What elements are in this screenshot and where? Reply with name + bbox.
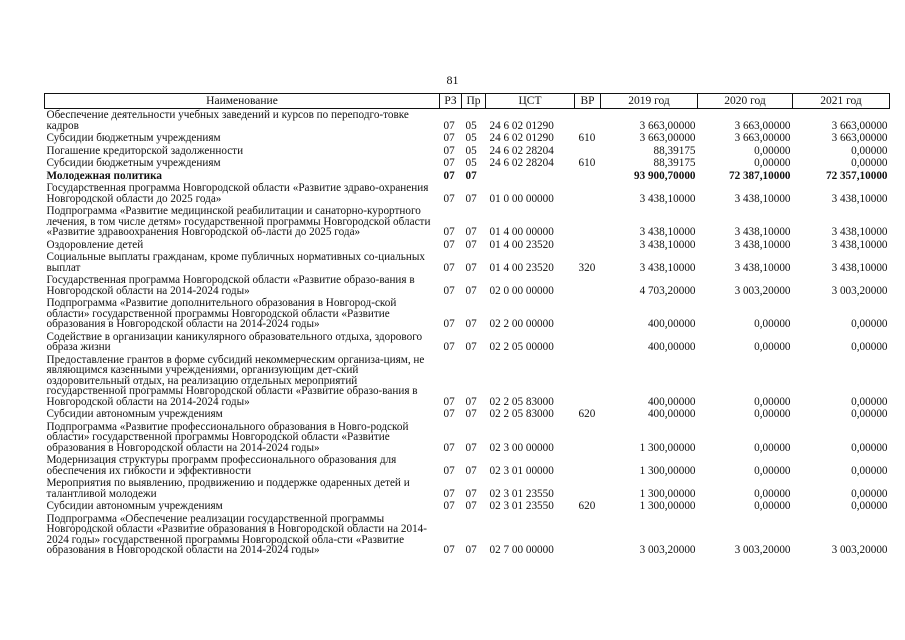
cell-2019: 400,00000	[647, 408, 696, 420]
cell-2020: 3 663,00000	[734, 132, 791, 144]
header-rz: РЗ	[440, 94, 462, 109]
cell-rz: 07	[443, 284, 455, 297]
cell-name: Содействие в организации каникулярного образовательного отдыха, здорового образа жизни	[46, 330, 423, 353]
cell-2019: 93 900,70000	[633, 169, 696, 182]
cell-2020: 0,00000	[754, 144, 791, 157]
cell-2019: 4 703,20000	[639, 284, 696, 297]
cell-pr: 07	[465, 284, 477, 297]
cell-rz: 07	[443, 500, 455, 512]
cell-cst: 01 4 00 00000	[489, 226, 554, 238]
cell-2020: 0,00000	[754, 441, 791, 454]
cell-pr: 05	[465, 132, 477, 144]
cell-name: Подпрограмма «Обеспечение реализации государственной программы Новгородской области «Развитие образования в Новгородской области на 2014-2024 годы» государственной программы Новгородской обла-сти «Развитие образования в Новгородской области на 2014-2024 годы»	[46, 512, 427, 556]
cell-rz: 07	[443, 119, 455, 132]
table-row	[45, 251, 890, 274]
cell-cst: 02 7 00 00000	[489, 544, 554, 556]
budget-table	[44, 93, 890, 557]
table-row	[45, 239, 890, 252]
cell-pr: 07	[465, 500, 477, 512]
cell-2019: 1 300,00000	[639, 487, 696, 500]
cell-2019: 88,39175	[653, 144, 696, 157]
cell-cst: 02 0 00 00000	[489, 284, 554, 297]
cell-2021: 3 003,20000	[831, 284, 888, 297]
cell-2021: 0,00000	[851, 441, 888, 454]
cell-rz: 07	[443, 238, 455, 251]
table-row	[45, 454, 890, 477]
cell-2021: 0,00000	[851, 408, 888, 420]
cell-2020: 3 003,20000	[734, 544, 791, 556]
cell-2020: 0,00000	[754, 395, 791, 408]
cell-2020: 3 438,10000	[734, 192, 791, 205]
cell-cst: 01 0 00 00000	[489, 192, 554, 205]
table-row	[45, 109, 890, 133]
cell-pr: 07	[465, 408, 477, 420]
cell-vr: 620	[578, 500, 596, 512]
cell-2021: 0,00000	[851, 500, 888, 512]
cell-2019: 3 438,10000	[639, 192, 696, 205]
cell-2020: 0,00000	[754, 318, 791, 330]
cell-pr: 07	[465, 441, 477, 454]
cell-2021: 3 663,00000	[831, 119, 888, 132]
cell-vr	[575, 109, 601, 133]
cell-pr: 07	[465, 169, 477, 182]
header-name: Наименование	[45, 94, 440, 109]
table-row	[45, 145, 890, 158]
cell-vr: 610	[578, 132, 596, 144]
cell-2021: 3 003,20000	[831, 544, 888, 556]
cell-name: Субсидии автономным учреждениям	[46, 408, 223, 420]
cell-vr	[575, 274, 601, 297]
table-row	[45, 205, 890, 239]
cell-pr: 07	[465, 487, 477, 500]
cell-2019: 400,00000	[647, 318, 696, 330]
cell-2020: 0,00000	[754, 487, 791, 500]
cell-2019: 400,00000	[647, 341, 696, 353]
cell-2021: 3 438,10000	[831, 261, 888, 274]
cell-name: Обеспечение деятельности учебных заведений и курсов по переподго-товке кадров	[46, 109, 409, 132]
cell-cst: 24 6 02 01290	[489, 119, 554, 132]
cell-2021: 3 663,00000	[831, 132, 888, 144]
cell-cst: 02 3 01 23550	[489, 487, 554, 500]
header-2021: 2021 год	[793, 94, 890, 109]
cell-name: Подпрограмма «Развитие профессионального образования в Новго-родской области» государственной программы Новгородской области «Развитие образования в Новгородской области на 2014-2024 годы»	[46, 420, 409, 454]
cell-2019: 88,39175	[653, 157, 696, 169]
cell-pr: 05	[465, 157, 477, 169]
cell-2020: 0,00000	[754, 341, 791, 353]
cell-rz: 07	[443, 192, 455, 205]
cell-rz: 07	[443, 132, 455, 144]
cell-2020: 3 438,10000	[734, 226, 791, 238]
cell-vr	[575, 354, 601, 409]
cell-2019: 3 663,00000	[639, 132, 696, 144]
cell-name: Мероприятия по выявлению, продвижению и поддержке одаренных детей и талантливой молодежи	[46, 477, 410, 500]
cell-rz: 07	[443, 408, 455, 420]
cell-name: Молодежная политика	[46, 169, 162, 182]
cell-vr: 610	[578, 157, 596, 169]
cell-name: Модернизация структуры программ профессионального образования для обеспечения их гибкости и эффективности	[46, 454, 397, 477]
cell-pr: 05	[465, 144, 477, 157]
cell-rz: 07	[443, 341, 455, 353]
table-row	[45, 297, 890, 331]
cell-vr: 620	[578, 408, 596, 420]
cell-2019: 1 300,00000	[639, 441, 696, 454]
cell-cst: 24 6 02 01290	[489, 132, 554, 144]
cell-2021: 0,00000	[851, 318, 888, 330]
cell-name: Государственная программа Новгородской области «Развитие образо-вания в Новгородской области на 2014-2024 годы»	[46, 274, 415, 297]
cell-pr: 07	[465, 341, 477, 353]
cell-vr	[575, 331, 601, 354]
cell-pr: 05	[465, 119, 477, 132]
cell-2021: 0,00000	[851, 395, 888, 408]
cell-pr: 07	[465, 261, 477, 274]
cell-vr	[575, 205, 601, 239]
cell-cst: 01 4 00 23520	[489, 261, 554, 274]
table-row	[45, 513, 890, 557]
cell-name: Подпрограмма «Развитие дополнительного образования в Новгород-ской области» государственной программы Новгородской области «Развитие образования в Новгородской области на 2014-2024 годы»	[46, 297, 397, 330]
cell-pr: 07	[465, 226, 477, 238]
cell-name: Погашение кредиторской задолженности	[46, 144, 244, 157]
cell-2020: 3 438,10000	[734, 261, 791, 274]
header-pr: Пр	[462, 94, 486, 109]
page-number: 81	[446, 73, 459, 87]
cell-rz: 07	[443, 226, 455, 238]
cell-cst: 02 3 01 00000	[489, 464, 554, 477]
cell-rz: 07	[443, 395, 455, 408]
table-row	[45, 477, 890, 500]
cell-2019: 3 003,20000	[639, 544, 696, 556]
cell-rz: 07	[443, 261, 455, 274]
cell-rz: 07	[443, 169, 455, 182]
table-row	[45, 421, 890, 455]
cell-2020: 3 663,00000	[734, 119, 791, 132]
cell-2019: 3 438,10000	[639, 226, 696, 238]
table-row	[45, 274, 890, 297]
cell-2019: 3 438,10000	[639, 261, 696, 274]
cell-2021: 72 357,10000	[825, 169, 888, 182]
cell-2019: 3 438,10000	[639, 238, 696, 251]
header-vr: ВР	[575, 94, 601, 109]
cell-vr	[575, 454, 601, 477]
cell-name: Субсидии бюджетным учреждениям	[46, 132, 221, 144]
cell-pr: 07	[465, 192, 477, 205]
cell-name: Оздоровление детей	[46, 238, 144, 251]
table-row	[45, 157, 890, 170]
cell-2020: 3 003,20000	[734, 284, 791, 297]
table-row	[45, 408, 890, 421]
cell-rz: 07	[443, 318, 455, 330]
cell-2019: 1 300,00000	[639, 464, 696, 477]
cell-2020: 72 387,10000	[728, 169, 791, 182]
cell-vr	[575, 297, 601, 331]
cell-2019: 400,00000	[647, 395, 696, 408]
cell-rz: 07	[443, 464, 455, 477]
cell-name: Субсидии автономным учреждениям	[46, 500, 223, 512]
cell-2020: 0,00000	[754, 157, 791, 169]
cell-2019: 3 663,00000	[639, 119, 696, 132]
cell-cst: 02 3 00 00000	[489, 441, 554, 454]
cell-2020: 0,00000	[754, 500, 791, 512]
cell-cst: 02 2 05 83000	[489, 408, 554, 420]
table-row	[45, 354, 890, 409]
table-row	[45, 132, 890, 145]
cell-2021: 0,00000	[851, 464, 888, 477]
cell-pr: 07	[465, 544, 477, 556]
table-row	[45, 182, 890, 205]
cell-name: Субсидии бюджетным учреждениям	[46, 157, 221, 169]
cell-name: Государственная программа Новгородской области «Развитие здраво-охранения Новгородской области до 2025 года»	[46, 182, 429, 205]
cell-cst: 24 6 02 28204	[489, 157, 554, 169]
cell-rz: 07	[443, 441, 455, 454]
cell-cst: 02 2 00 00000	[489, 318, 554, 330]
cell-2019: 1 300,00000	[639, 500, 696, 512]
header-2019: 2019 год	[601, 94, 698, 109]
cell-2021: 0,00000	[851, 144, 888, 157]
cell-2021: 0,00000	[851, 341, 888, 353]
cell-pr: 07	[465, 318, 477, 330]
cell-2021: 3 438,10000	[831, 226, 888, 238]
cell-vr	[575, 477, 601, 500]
cell-cst: 02 2 05 83000	[489, 395, 554, 408]
table-row	[45, 331, 890, 354]
cell-pr: 07	[465, 238, 477, 251]
cell-name: Предоставление грантов в форме субсидий некоммерческим организа-циям, не являющимся казенными учреждениями, организующим дет-ский оздоровительный отдых, на реализацию отдельных мероприятий государственной программы Новгородской области «Развитие образо-вания в Новгородской области на 2014-2024 годы»	[46, 353, 425, 408]
header-cst: ЦСТ	[486, 94, 575, 109]
cell-2020: 0,00000	[754, 408, 791, 420]
header-2020: 2020 год	[698, 94, 793, 109]
cell-vr	[575, 239, 601, 252]
cell-vr	[575, 145, 601, 158]
cell-vr: 320	[578, 261, 596, 274]
cell-2021: 3 438,10000	[831, 192, 888, 205]
cell-2021: 3 438,10000	[831, 238, 888, 251]
cell-cst: 24 6 02 28204	[489, 144, 554, 157]
cell-rz: 07	[443, 544, 455, 556]
cell-cst: 01 4 00 23520	[489, 238, 554, 251]
cell-cst	[486, 170, 575, 183]
cell-pr: 07	[465, 464, 477, 477]
cell-2021: 0,00000	[851, 487, 888, 500]
cell-rz: 07	[443, 157, 455, 169]
table-header-row	[45, 94, 890, 109]
cell-2020: 0,00000	[754, 464, 791, 477]
table-row	[45, 170, 890, 183]
cell-name: Социальные выплаты гражданам, кроме публичных нормативных со-циальных выплат	[46, 251, 425, 274]
cell-rz: 07	[443, 487, 455, 500]
cell-cst: 02 3 01 23550	[489, 500, 554, 512]
cell-vr	[575, 170, 601, 183]
cell-vr	[575, 513, 601, 557]
cell-name: Подпрограмма «Развитие медицинской реабилитации и санаторно-курортного лечения, в том числе детям» государственной программы Новгородской области «Развитие здравоохранения Новгородской об-ласти до 2025 года»	[46, 205, 431, 238]
cell-2020: 3 438,10000	[734, 238, 791, 251]
cell-cst: 02 2 05 00000	[489, 341, 554, 353]
table-row	[45, 500, 890, 513]
table-body	[45, 109, 890, 557]
cell-2021: 0,00000	[851, 157, 888, 169]
cell-pr: 07	[465, 395, 477, 408]
cell-rz: 07	[443, 144, 455, 157]
cell-vr	[575, 182, 601, 205]
cell-vr	[575, 421, 601, 455]
